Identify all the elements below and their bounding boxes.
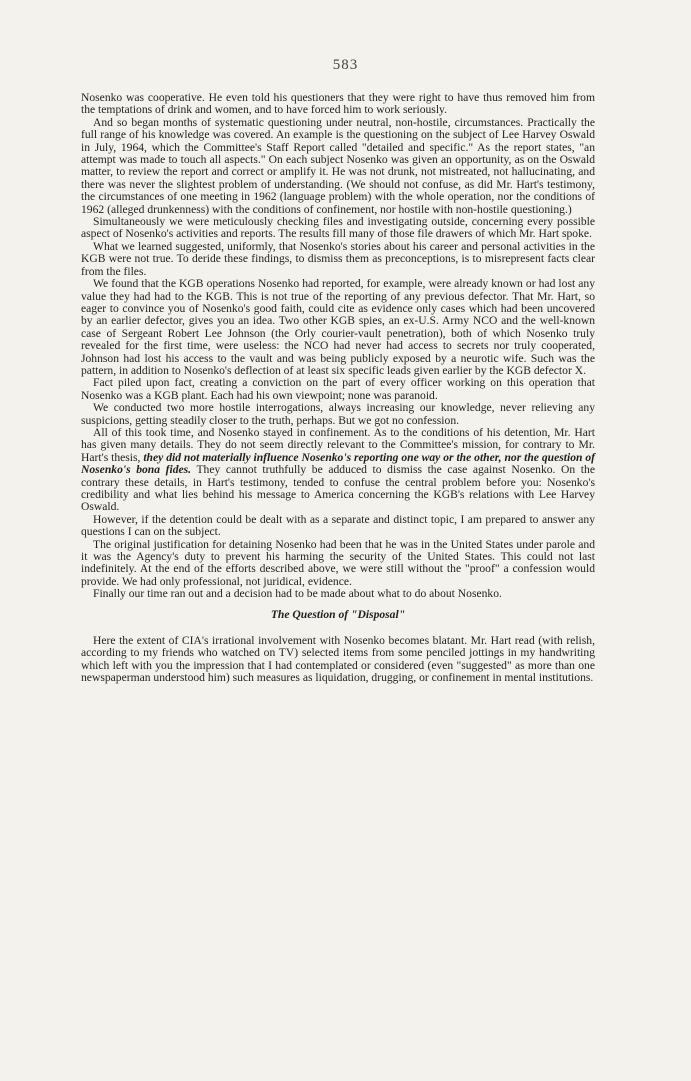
paragraph: And so began months of systematic questioning under neutral, non-hostile, circumstances. Practically the full range of his knowledge was covered. An example is the questioning on the subject of Lee Harvey Oswald in July, 1964, which the Committee's Staff Report called "detailed and specific." As the report states, "an attempt was made to touch all aspects." On each subject Nosenko was given an opportunity, as on the Oswald matter, to review the report and correct or amplify it. He was not drunk, not mistreated, not hallucinating, and there was never the slightest problem of understanding. (We should not confuse, as did Mr. Hart's testimony, the circumstances of one meeting in 1962 (language problem) with the whole operation, nor the conditions of 1962 (alleged drunkenness) with the conditions of confinement, nor hostile with non-hostile questioning.)	[81, 115, 595, 216]
paragraph: Nosenko was cooperative. He even told his questioners that they were right to have thus removed him from the temptations of drink and women, and to have forced him to work seriously.	[81, 91, 595, 117]
paragraph: Fact piled upon fact, creating a conviction on the part of every officer working on this operation that Nosenko was a KGB plant. Each had his own viewpoint; none was paranoid.	[81, 376, 595, 402]
paragraph: Here the extent of CIA's irrational involvement with Nosenko becomes blatant. Mr. Hart read (with relish, according to my friends who watched on TV) selected items from some penciled jottings in my handwriting which left with you the impression that I had contemplated or considered (even "suggested" as more than one newspaperman understood him) such measures as liquidation, drugging, or confinement in mental institutions.	[81, 634, 595, 685]
detention-text-end: They cannot truthfully be adduced to dismiss the case against Nosenko. On the contrary these details, in Hart's testimony, tended to confuse the central problem before you: Nosenko's credibility and what lies behind his message to America concerning the KGB's relations with Lee Harvey Oswald.	[81, 463, 595, 514]
page-number: 583	[332, 57, 359, 73]
detention-paragraph	[81, 427, 595, 514]
paragraph: The original justification for detaining Nosenko had been that he was in the United States under parole and it was the Agency's duty to prevent his harming the security of the United States. This could not last indefinitely. At the end of the efforts described above, we were still without the "proof" a confession would provide. We had only professional, not juridical, evidence.	[81, 537, 595, 588]
paragraph: Finally our time ran out and a decision had to be made about what to do about Nosenko.	[93, 587, 502, 601]
paragraph: We conducted two more hostile interrogations, always increasing our knowledge, never relieving any suspicions, getting steadily closer to the truth, perhaps. But we got no confession.	[81, 401, 595, 427]
section-heading: The Question of "Disposal"	[270, 607, 406, 621]
paragraph: Simultaneously we were meticulously checking files and investigating outside, concerning every possible aspect of Nosenko's activities and reports. The results fill many of those file drawers of which Mr. Hart spoke.	[81, 215, 595, 241]
paragraph: However, if the detention could be dealt with as a separate and distinct topic, I am prepared to answer any questions I can on the subject.	[81, 512, 595, 539]
detention-text-start: All of this took time, and Nosenko stayed in confinement. As to the conditions of his detention, Mr. Hart has given many details. They do not seem directly relevant to the Committee's mission, for contrary to Mr. Hart's thesis,	[81, 425, 595, 464]
body-text	[81, 92, 595, 685]
paragraph: We found that the KGB operations Nosenko had reported, for example, were already known or had lost any value they had had to the KGB. This is not true of the reporting of any previous defector. That Mr. Hart, so eager to convince you of Nosenko's good faith, could cite as evidence only cases which had been uncovered by an earlier defector, gives you an idea. Two other KGB spies, an ex-U.S. Army NCO and the well-known case of Sergeant Robert Lee Johnson (the Orly courier-vault penetration), both of which Nosenko truly revealed for the first time, were useless: the NCO had never had access to secrets nor truly cooperated, Johnson had lost his access to the vault and was being publicly exposed by a neurotic wife. Such was the pattern, in addition to Nosenko's deflection of at least six specific leads given earlier by the KGB defector X.	[81, 277, 595, 377]
paragraph: What we learned suggested, uniformly, that Nosenko's stories about his career and personal activities in the KGB were not true. To deride these findings, to dismiss them as preconceptions, is to misrepresent facts clear from the files.	[81, 239, 595, 278]
detention-italic-text: they did not materially influence Nosenko's reporting one way or the other, nor the question of Nosenko's bona fides.	[81, 450, 595, 477]
